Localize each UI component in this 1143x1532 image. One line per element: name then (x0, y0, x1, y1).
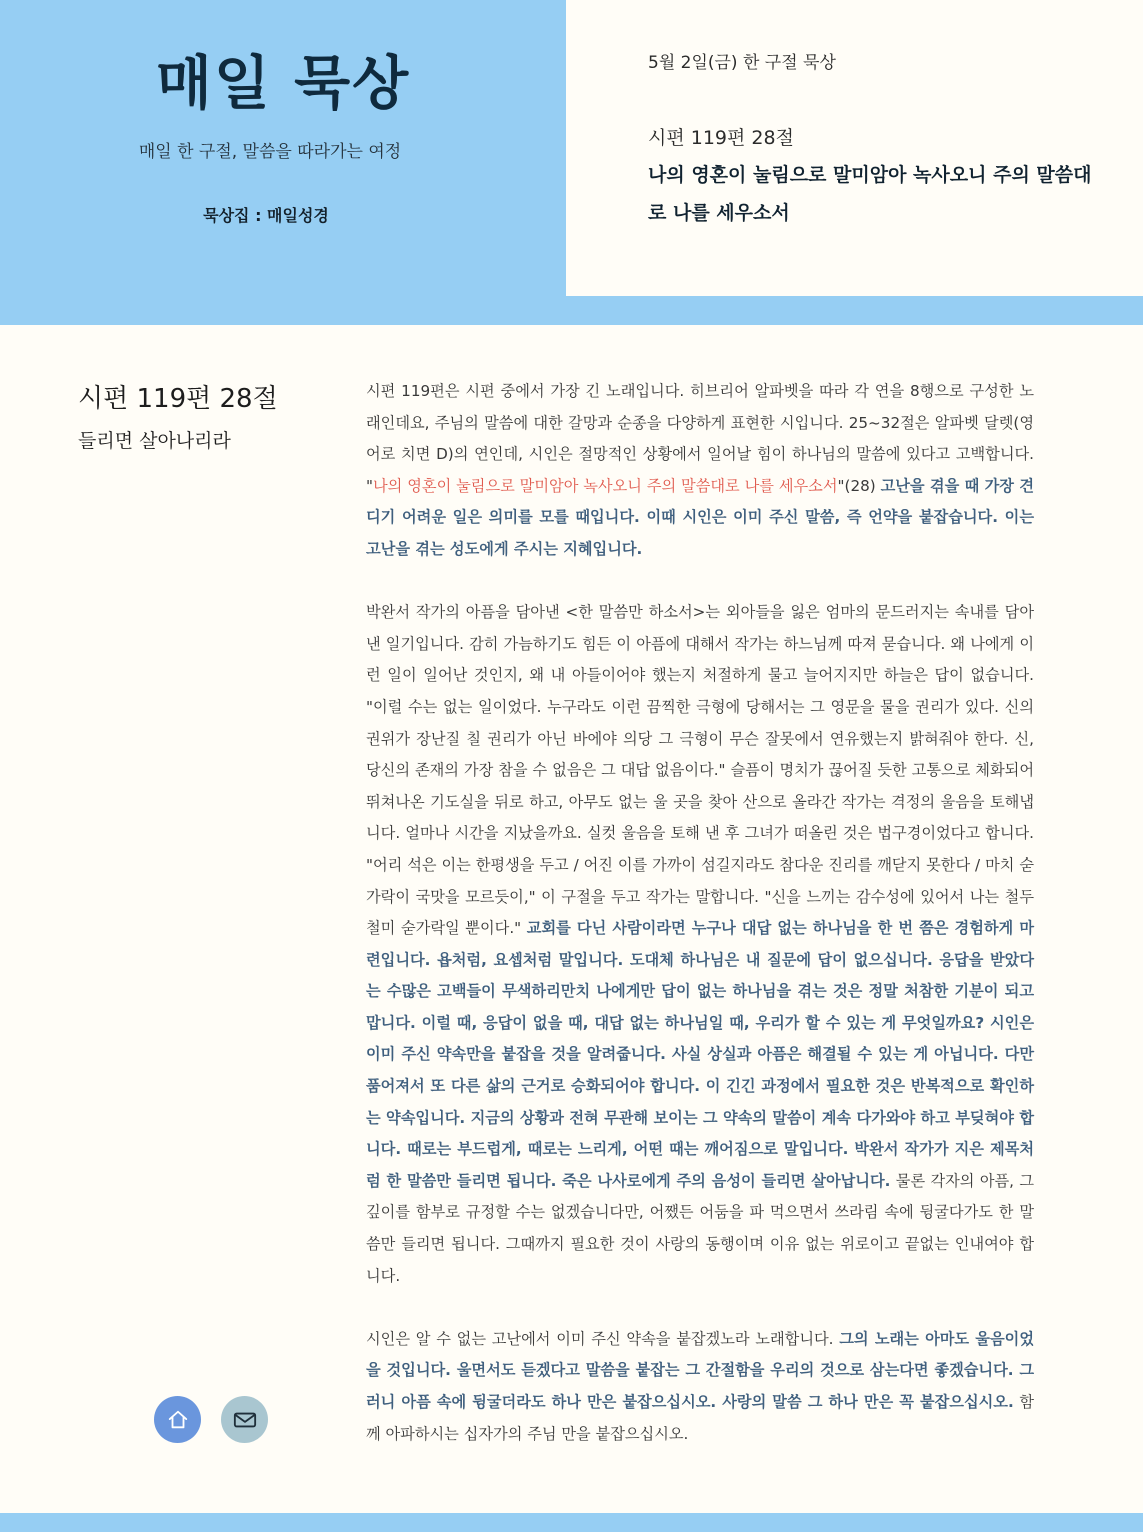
site-title: 매일 묵상 (155, 49, 411, 117)
brand-panel (0, 0, 566, 296)
article-body (366, 376, 1034, 1482)
today-date: 5월 2일(금) 한 구절 묵상 (648, 53, 836, 73)
site-subtitle: 매일 한 구절, 말씀을 따라가는 여정 (138, 142, 402, 162)
emphasized-text: 그의 노래는 아마도 울음이었을 것입니다. 울면서도 듣겠다고 말씀을 붙잡는 그 간절함을 우리의 것으로 삼는다면 좋겠습니다. 그러니 아픔 속에 뒹굴더라도 하나 만은 붙잡으십시오. 사랑의 말씀 그 하나 만은 꼭 붙잡으십시오. (366, 1329, 1034, 1411)
today-verse-text: 나의 영혼이 눌림으로 말미암아 녹사오니 주의 말씀대로 나를 세우소서 (648, 164, 1092, 224)
emphasized-text: 고난을 겪을 때 가장 견디기 어려운 일은 의미를 모를 때입니다. 이때 시인은 이미 주신 말씀, 즉 언약을 붙잡습니다. 이는 고난을 겪는 성도에게 주시는 지혜입니다. (366, 476, 1034, 558)
mail-button[interactable] (221, 1396, 268, 1443)
article-paragraph (366, 1324, 1034, 1450)
article-paragraph (366, 597, 1034, 1292)
emphasized-text: 교회를 다닌 사람이라면 누구나 대답 없는 하나님을 한 번 쯤은 경험하게 마련입니다. 욥처럼, 요셉처럼 말입니다. 도대체 하나님은 내 질문에 답이 없으십니다. 응답을 받았다는 수많은 고백들이 무색하리만치 나에게만 답이 없는 하나님을 겪는 것은 정말 처참한 기분이 되고 맙니다. 이럴 때, 응답이 없을 때, 대답 없는 하나님일 때, 우리가 할 수 있는 게 무엇일까요? 시인은 이미 주신 약속만을 붙잡을 것을 알려줍니다. 사실 상실과 아픔은 해결될 수 있는 게 아닙니다. 다만 품어져서 또 다른 삶의 근거로 승화되어야 합니다. 이 긴긴 과정에서 필요한 것은 반복적으로 확인하는 약속입니다. 지금의 상황과 전혀 무관해 보이는 그 약속의 말씀이 계속 다가와야 하고 부딪혀야 합니다. 때로는 부드럽게, 때로는 느리게, 어떤 때는 깨어짐으로 말입니다. 박완서 작가가 지은 제목처럼 한 말씀만 들리면 됩니다. 죽은 나사로에게 주의 음성이 들리면 살아납니다. (366, 919, 1035, 1190)
paragraph-text: 물론 각자의 아픔, 그 깊이를 함부로 규정할 수는 없겠습니다만, 어쨌든 어둠을 파 먹으면서 쓰라림 속에 뒹굴다가도 한 말씀만 들리면 됩니다. 그때까지 필요한 것이 사랑의 동행이며 이유 없는 위로이고 끝없는 인내여야 합니다. (366, 1171, 1035, 1285)
article-paragraph (366, 376, 1034, 566)
paragraph-text: 박완서 작가의 아픔을 담아낸 <한 말씀만 하소서>는 외아들을 잃은 엄마의 문드러지는 속내를 담아낸 일기입니다. 감히 가늠하기도 힘든 이 아픔에 대해서 작가는 하느님께 따져 묻습니다. 왜 나에게 이런 일이 일어난 것인지, 왜 내 아들이어야 했는지 처절하게 물고 늘어지지만 하늘은 답이 없습니다. "이럴 수는 없는 일이었다. 누구라도 이런 끔찍한 극형에 당해서는 그 영문을 물을 권리가 있다. 신의 권위가 장난질 칠 권리가 아닌 바에야 의당 그 극형이 무슨 잘못에서 연유했는지 밝혀줘야 한다. 신, 당신의 존재의 가장 참을 수 없음은 그 대답 없음이다." 슬픔이 명치가 끊어질 듯한 고통으로 체화되어 뛰쳐나온 기도실을 뒤로 하고, 아무도 없는 울 곳을 찾아 산으로 올라간 작가는 격정의 울음을 토해냅니다. 얼마나 시간을 지났을까요. 실컷 울음을 토해 낸 후 그녀가 떠올린 것은 법구경이었다고 합니다. "어리 석은 이는 한평생을 두고 / 어진 이를 가까이 섬길지라도 참다운 진리를 깨닫지 못한다 / 마치 숟가락이 국맛을 모르듯이," 이 구절을 두고 작가는 말합니다. "신을 느끼는 감수성에 있어서 나는 철두철미 숟가락일 뿐이다." (366, 603, 1034, 938)
today-reference: 시편 119편 28절 (648, 127, 794, 149)
paragraph-text: 시인은 알 수 없는 고난에서 이미 주신 약속을 붙잡겠노라 노래합니다. (366, 1329, 840, 1348)
paragraph-text: 시편 119편은 시편 중에서 가장 긴 노래입니다. 히브리어 알파벳을 따라 각 연을 8행으로 구성한 노래인데요, 주님의 말씀에 대한 갈망과 순종을 다양하게 표현한 시입니다. 25~32절은 알파벳 달렛(영어로 치면 D)의 연인데, 시인은 절망적인 상황에서 일어날 힘이 하나님의 말씀에 있다고 고백합니다. " (366, 382, 1034, 495)
paragraph-text: "(28) (837, 476, 881, 495)
highlighted-verse-quote: 나의 영혼이 눌림으로 말미암아 녹사오니 주의 말씀대로 나를 세우소서 (373, 476, 838, 495)
mail-icon (233, 1410, 257, 1430)
paragraph-text: 함께 아파하시는 십자가의 주님 만을 붙잡으십시오. (366, 1393, 1034, 1443)
footer-bar (0, 1513, 1143, 1532)
sidebar-reference: 시편 119편 28절 (78, 384, 278, 414)
home-icon (167, 1409, 189, 1431)
collection-label: 묵상집 : 매일성경 (203, 206, 329, 225)
sidebar-title: 들리면 살아나리라 (78, 430, 231, 452)
home-button[interactable] (154, 1396, 201, 1443)
today-verse-panel (566, 0, 1143, 296)
